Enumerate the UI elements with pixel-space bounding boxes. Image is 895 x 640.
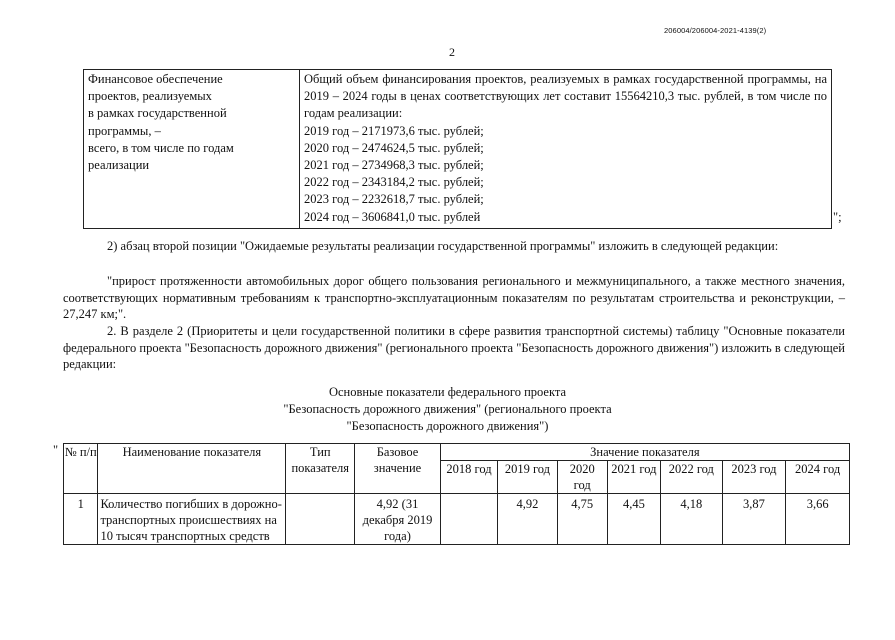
indicators-table <box>63 443 850 545</box>
header-base: Базовое значение <box>355 444 441 494</box>
paragraph-road-growth: "прирост протяженности автомобильных дорог общего пользования регионального и межмуниципального, а также местного значения, соответствующих нормативным требованиям к транспортно-эксплуатационным показателям по результатам строительства и реконструкции, – 27,247 км;". <box>63 274 845 322</box>
financing-table <box>83 69 832 229</box>
table-title-line: "Безопасность дорожного движения") <box>346 419 549 433</box>
row-type <box>286 494 355 545</box>
financing-label-line: Финансовое обеспечение <box>88 72 223 86</box>
page-number: 2 <box>449 45 455 59</box>
header-year: 2019 год <box>498 461 557 494</box>
header-year: 2020 год <box>557 461 607 494</box>
financing-label-line: программы, – <box>88 123 161 138</box>
row-value: 4,45 <box>607 494 660 545</box>
financing-year-line: 2023 год – 2232618,7 тыс. рублей; <box>304 192 484 207</box>
financing-label-line: в рамках государственной <box>88 106 227 121</box>
row-value: 3,66 <box>786 494 850 545</box>
row-base: 4,92 (31 декабря 2019 года) <box>355 494 441 545</box>
header-year: 2023 год <box>722 461 786 494</box>
row-name: Количество погибших в дорожно-транспортных происшествиях на 10 тысяч транспортных средств <box>98 494 286 545</box>
row-value: 4,75 <box>557 494 607 545</box>
row-value <box>440 494 497 545</box>
header-name: Наименование показателя <box>98 444 286 494</box>
table-title-line: Основные показатели федерального проекта <box>328 385 567 399</box>
financing-year-line: 2022 год – 2343184,2 тыс. рублей; <box>304 175 484 190</box>
financing-label-line: проектов, реализуемых <box>88 89 212 104</box>
financing-text-cell <box>300 70 832 229</box>
financing-label-line: реализации <box>88 158 150 173</box>
table-open-quote: " <box>53 443 59 457</box>
paragraph-section-2: 2. В разделе 2 (Приоритеты и цели государственной политики в сфере развития транспортной системы) таблицу "Основные показатели федерального проекта "Безопасность дорожного движения" (регионального проекта "Безопасность дорожного движения") изложить в следующей редакции: <box>63 324 845 372</box>
document-id: 206004/206004-2021-4139(2) <box>664 26 767 35</box>
financing-label-line: всего, в том числе по годам <box>88 140 234 155</box>
closing-quote: "; <box>833 210 842 224</box>
header-year: 2018 год <box>440 461 497 494</box>
row-num: 1 <box>64 494 98 545</box>
financing-year-line: 2024 год – 3606841,0 тыс. рублей <box>304 209 481 224</box>
financing-label-cell <box>84 70 300 229</box>
row-value: 3,87 <box>722 494 786 545</box>
table-title-line: "Безопасность дорожного движения" (регионального проекта <box>283 402 612 416</box>
financing-year-line: 2020 год – 2474624,5 тыс. рублей; <box>304 140 484 155</box>
header-value-group: Значение показателя <box>440 444 849 461</box>
header-type: Тип показателя <box>286 444 355 494</box>
row-value: 4,18 <box>661 494 723 545</box>
row-value: 4,92 <box>498 494 557 545</box>
header-year: 2022 год <box>661 461 723 494</box>
financing-year-line: 2019 год – 2171973,6 тыс. рублей; <box>304 123 484 138</box>
header-num: № п/п <box>64 444 98 494</box>
table-row <box>64 494 850 545</box>
paragraph-expected-results: 2) абзац второй позиции "Ожидаемые результаты реализации государственной программы" изложить в следующей редакции: <box>107 239 779 253</box>
financing-year-line: 2021 год – 2734968,3 тыс. рублей; <box>304 158 484 173</box>
header-year: 2024 год <box>786 461 850 494</box>
header-year: 2021 год <box>607 461 660 494</box>
financing-total: Общий объем финансирования проектов, реализуемых в рамках государственной программы, на 2019 – 2024 годы в ценах соответствующих лет составит 15564210,3 тыс. рублей, в том числе по годам реализации: <box>304 72 827 121</box>
